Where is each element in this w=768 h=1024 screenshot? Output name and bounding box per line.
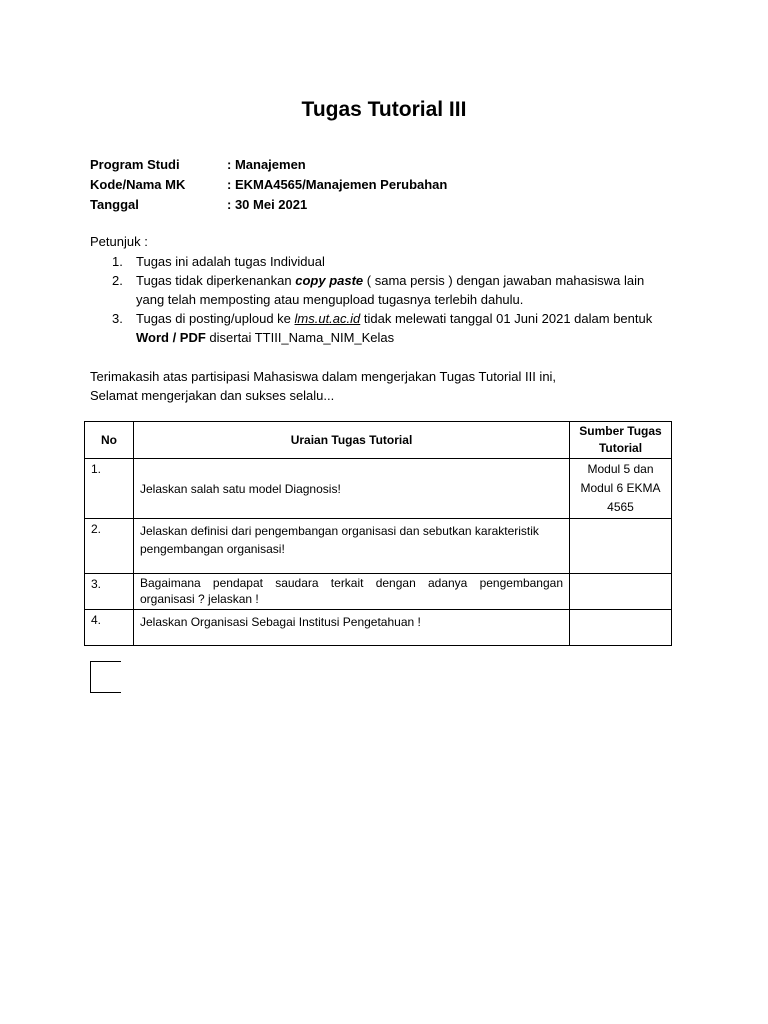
closing-line: Selamat mengerjakan dan sukses selalu... — [90, 388, 335, 403]
item-text: ( sama persis ) dengan jawaban mahasiswa lain yang telah memposting atau mengupload tugasnya terlebih dahulu. — [136, 273, 645, 307]
header-desc: Uraian Tugas Tutorial — [134, 422, 570, 459]
closing-line: Terimakasih atas partisipasi Mahasiswa dalam mengerjakan Tugas Tutorial III ini, — [90, 369, 557, 384]
instruction-item — [90, 252, 670, 271]
row-number: 3. — [85, 574, 134, 610]
row-source: Modul 5 dan Modul 6 EKMA 4565 — [570, 459, 672, 519]
info-value: : Manajemen — [227, 157, 306, 172]
row-source — [570, 519, 672, 574]
emphasis-text: copy paste — [295, 273, 364, 288]
info-row-program-studi — [90, 157, 306, 172]
row-source — [570, 574, 672, 610]
lms-link[interactable]: lms.ut.ac.id — [294, 311, 361, 326]
task-table — [84, 421, 672, 646]
empty-box-fragment — [90, 661, 121, 693]
row-source — [570, 610, 672, 646]
row-number: 2. — [85, 519, 134, 574]
instructions-label: Petunjuk : — [90, 234, 148, 249]
header-no: No — [85, 422, 134, 459]
item-text: disertai TTIII_Nama_NIM_Kelas — [205, 330, 395, 345]
item-number: 1. — [112, 254, 123, 269]
row-number: 1. — [85, 459, 134, 519]
instruction-item — [90, 271, 670, 309]
table-header-row — [85, 422, 672, 459]
row-description: Jelaskan Organisasi Sebagai Institusi Pengetahuan ! — [134, 610, 570, 646]
document-title: Tugas Tutorial III — [301, 98, 467, 121]
format-text: Word / PDF — [136, 330, 206, 345]
table-row — [85, 610, 672, 646]
info-key: Program Studi — [90, 157, 180, 172]
row-description: Jelaskan definisi dari pengembangan organisasi dan sebutkan karakteristik pengembangan organisasi! — [134, 519, 570, 574]
info-value: : EKMA4565/Manajemen Perubahan — [227, 177, 448, 192]
table-row — [85, 574, 672, 610]
info-key: Tanggal — [90, 197, 139, 212]
info-key: Kode/Nama MK — [90, 177, 186, 192]
item-text: Tugas tidak diperkenankan — [136, 273, 296, 288]
item-number: 3. — [112, 311, 123, 326]
instructions-list — [90, 252, 670, 347]
item-text: Tugas ini adalah tugas Individual — [136, 254, 325, 269]
closing-note — [90, 367, 556, 405]
item-text: tidak melewati tanggal 01 Juni 2021 dalam bentuk — [360, 311, 653, 326]
table-row — [85, 519, 672, 574]
row-number: 4. — [85, 610, 134, 646]
info-row-kode-mk — [90, 177, 447, 192]
item-number: 2. — [112, 273, 123, 288]
info-value: : 30 Mei 2021 — [227, 197, 308, 212]
item-text: Tugas di posting/uploud ke — [136, 311, 295, 326]
header-src: Sumber Tugas Tutorial — [570, 422, 672, 459]
row-description: Jelaskan salah satu model Diagnosis! — [134, 459, 570, 519]
row-description: Bagaimana pendapat saudara terkait dengan adanya pengembangan organisasi ? jelaskan ! — [134, 574, 570, 610]
info-row-tanggal — [90, 197, 307, 212]
instruction-item — [90, 309, 670, 347]
table-row — [85, 459, 672, 519]
